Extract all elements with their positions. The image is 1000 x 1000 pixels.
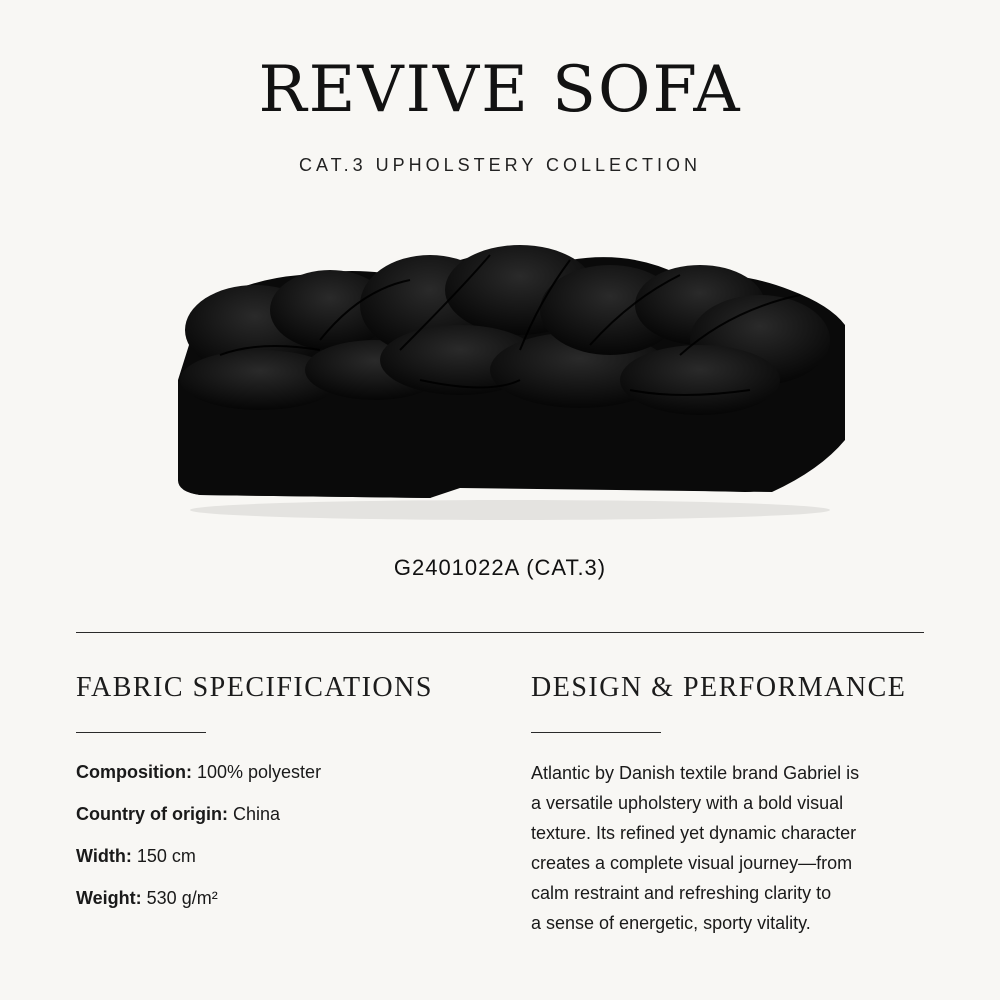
spec-weight <box>76 884 496 926</box>
product-code: G2401022A (CAT.3) <box>393 555 607 580</box>
sofa-illustration <box>160 230 860 530</box>
description-line: texture. Its refined yet dynamic character <box>531 823 857 843</box>
fabric-heading-underline <box>76 732 206 733</box>
spec-value: China <box>227 804 281 824</box>
spec-value: 100% polyester <box>191 762 322 782</box>
section-divider <box>76 632 924 633</box>
description-line: a sense of energetic, sporty vitality. <box>531 913 811 933</box>
design-performance-heading: DESIGN & PERFORMANCE <box>531 672 907 703</box>
spec-label: Composition: <box>76 762 192 782</box>
fabric-spec-list <box>76 758 496 926</box>
page-subtitle: CAT.3 UPHOLSTERY COLLECTION <box>298 155 702 175</box>
design-heading-underline <box>531 732 661 733</box>
spec-label: Width: <box>76 846 132 866</box>
description-line: creates a complete visual journey—from <box>531 853 853 873</box>
fabric-specs-heading: FABRIC SPECIFICATIONS <box>76 672 433 703</box>
spec-composition <box>76 758 496 800</box>
page-title: REVIVE SOFA <box>258 53 742 127</box>
description-line: a versatile upholstery with a bold visual <box>531 793 844 813</box>
spec-label: Weight: <box>76 888 142 908</box>
description-line: calm restraint and refreshing clarity to <box>531 883 832 903</box>
spec-width <box>76 842 496 884</box>
sofa-image <box>160 230 860 530</box>
spec-value: 150 cm <box>131 846 196 866</box>
spec-label: Country of origin: <box>76 804 228 824</box>
description-line: Atlantic by Danish textile brand Gabriel is <box>531 763 860 783</box>
design-description <box>531 758 911 938</box>
spec-country-of-origin <box>76 800 496 842</box>
spec-value: 530 g/m² <box>141 888 218 908</box>
